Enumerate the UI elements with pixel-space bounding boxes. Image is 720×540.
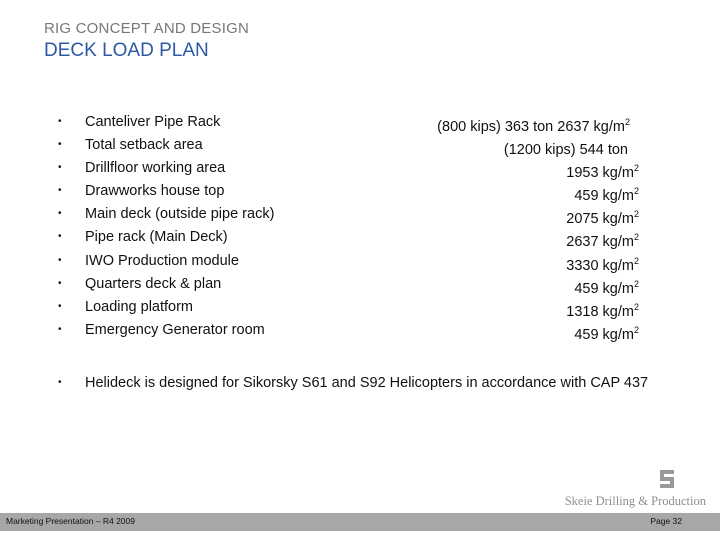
item-value: 3330 $kg/m^2$ <box>566 256 639 274</box>
bullet-icon: • <box>58 231 62 242</box>
list-item <box>0 251 720 274</box>
helideck-note <box>0 373 720 393</box>
list-item <box>0 204 720 227</box>
list-item <box>0 135 720 158</box>
list-item <box>0 297 720 320</box>
item-label: Main deck (outside pipe rack) <box>85 206 275 222</box>
item-label: Pipe rack (Main Deck) <box>85 229 228 245</box>
bullet-icon: • <box>58 208 62 219</box>
list-item <box>0 227 720 250</box>
list-item <box>0 274 720 297</box>
item-label: Canteliver Pipe Rack <box>85 114 221 130</box>
bullet-icon: • <box>58 278 62 289</box>
list-item <box>0 181 720 204</box>
footer-presentation: Marketing Presentation – R4 2009 <box>6 516 135 526</box>
item-value: 459 $kg/m^2$ <box>574 325 639 343</box>
item-value: (800 kips) 363 ton 2637 $kg/m^2$ <box>437 117 630 135</box>
list-item <box>0 320 720 343</box>
bullet-icon: • <box>58 162 62 173</box>
item-label: Quarters deck & plan <box>85 276 222 292</box>
section-kicker: RIG CONCEPT AND DESIGN <box>44 20 249 37</box>
item-value: 2075 $kg/m^2$ <box>566 209 639 227</box>
item-label: Loading platform <box>85 299 194 315</box>
item-label: Drillfloor working area <box>85 160 226 176</box>
logo-mark-icon <box>658 470 676 488</box>
item-value: 459 $kg/m^2$ <box>574 279 639 297</box>
bullet-icon: • <box>58 116 62 127</box>
item-label: Emergency Generator room <box>85 322 265 338</box>
list-item <box>0 112 720 135</box>
item-value: 459 $kg/m^2$ <box>574 186 639 204</box>
logo-text: Skeie Drilling & Production <box>564 494 706 508</box>
bullet-icon: • <box>58 301 62 312</box>
item-value: 2637 $kg/m^2$ <box>566 232 639 250</box>
page-title: DECK LOAD PLAN <box>44 40 209 61</box>
bullet-icon: • <box>58 255 62 266</box>
item-label: IWO Production module <box>85 253 239 269</box>
item-value: 1318 $kg/m^2$ <box>566 302 639 320</box>
footer-bar <box>0 513 720 531</box>
list-item <box>0 158 720 181</box>
bullet-icon: • <box>58 185 62 196</box>
item-value: (1200 kips) 544 ton <box>503 142 628 158</box>
bullet-icon: • <box>58 377 62 388</box>
helideck-text: Helideck is designed for Sikorsky S61 and S92 Helicopters in accordance with CAP 437 <box>85 375 649 391</box>
company-logo <box>556 470 706 512</box>
item-label: Drawworks house top <box>85 183 225 199</box>
footer-page-number: Page 32 <box>650 516 682 526</box>
item-value: 1953 $kg/m^2$ <box>566 163 639 181</box>
bullet-icon: • <box>58 139 62 150</box>
bullet-icon: • <box>58 324 62 335</box>
item-label: Total setback area <box>85 137 203 153</box>
